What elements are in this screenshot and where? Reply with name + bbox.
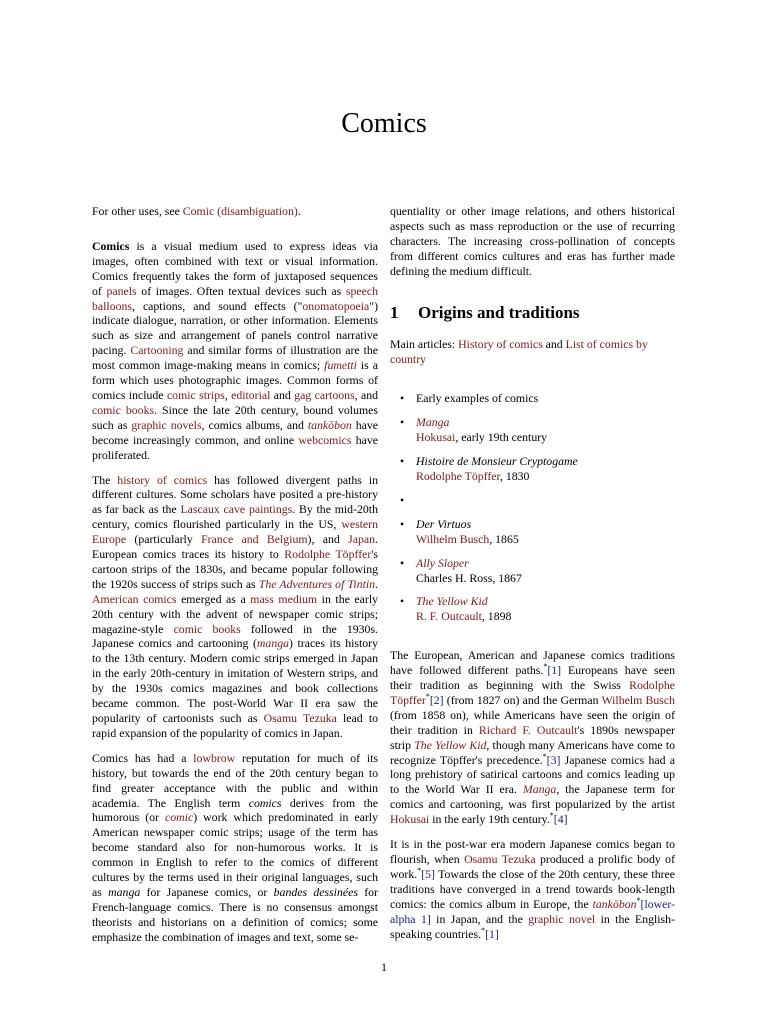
section-number: 1: [390, 302, 399, 322]
link-history-of-comics[interactable]: History of comics: [458, 337, 543, 352]
text: and: [270, 387, 295, 402]
citation-link[interactable]: [1]: [485, 926, 499, 941]
text: , and: [354, 387, 379, 402]
link-osamu-tezuka[interactable]: Osamu Tezuka: [263, 711, 337, 725]
link-history-of-comics[interactable]: history of comics: [117, 472, 208, 487]
link-topffer[interactable]: Rodolphe Töpffer: [390, 678, 675, 707]
link-comic-strips[interactable]: comic strips: [166, 387, 225, 402]
citation-link[interactable]: [2]: [429, 692, 444, 707]
text: is a visual medium used to express ideas via images, often combined with text or visual information. Comics frequently takes the form of juxtaposed sequences of: [92, 238, 378, 298]
italic-term: manga: [108, 884, 141, 899]
text: ) traces its history to the 13th century. Modern comic strips emerged in Japan in the early 20th-century in imitation of Western strips, and by the 1930s comics magazines and book collections became common. The post-World War II era saw the popularity of cartoonists such as: [92, 636, 378, 725]
text: Europeans have seen their tradition as beginning with the Swiss: [390, 663, 675, 693]
intro-bold-term: Comics: [92, 238, 130, 253]
text: Comics has had a: [92, 750, 194, 765]
text: Japanese comics had a long prehistory of satirical cartoons and comics leading up to the World War II era.: [390, 752, 675, 797]
link-yellow-kid[interactable]: The Yellow Kid: [414, 737, 487, 752]
example-title-link[interactable]: Ally Sloper: [416, 555, 469, 570]
text: in the English-speaking countries.: [390, 911, 675, 941]
text: The: [92, 472, 118, 487]
hatnote-prefix: For other uses, see: [92, 204, 183, 218]
text: have become increasingly common, and online: [92, 417, 379, 447]
left-column: [92, 204, 378, 955]
star-icon: *: [636, 895, 641, 905]
link-tankobon[interactable]: tankōbon: [307, 417, 352, 432]
text: for Japanese comics, or: [140, 884, 274, 899]
citation-link[interactable]: [1]: [547, 663, 562, 678]
example-author: Charles H. Ross: [416, 570, 493, 585]
link-graphic-novel[interactable]: graphic novel: [528, 911, 596, 926]
link-manga[interactable]: manga: [256, 636, 290, 651]
lowbrow-paragraph: [92, 751, 378, 945]
link-osamu-tezuka[interactable]: Osamu Tezuka: [464, 852, 536, 866]
link-wilhelm-busch[interactable]: Wilhelm Busch: [601, 692, 675, 707]
link-list-of-comics-by-country[interactable]: List of comics by country: [390, 337, 648, 367]
example-year: , 1898: [481, 609, 512, 624]
text: , comics albums, and: [201, 417, 308, 432]
bullet-icon: •: [400, 555, 405, 570]
link-tintin[interactable]: The Adventures of Tintin: [258, 576, 376, 591]
text: ) work which predominated in early American newspaper comic strips; usage of the term has become standard also for non-humorous works. It is common in English to refer to the comics of different cultures by the terms used in their original languages, such as: [92, 810, 378, 899]
continuation-paragraph: quentiality or other image relations, and others historical aspects such as mass reproduction or the use of recurring characters. The increasing cross-pollination of concepts from different comics cultures and eras has further made defining the medium difficult.: [390, 204, 675, 278]
link-tankobon[interactable]: tankōbon: [592, 896, 637, 911]
page-title: Comics: [341, 108, 427, 139]
bullet-icon: •: [400, 415, 405, 430]
list-item: [400, 415, 675, 445]
intro-paragraph: [92, 239, 378, 463]
disambiguation-link[interactable]: Comic (disambiguation): [182, 204, 298, 218]
link-graphic-novels[interactable]: graphic novels: [131, 417, 202, 432]
link-webcomics[interactable]: webcomics: [298, 432, 352, 447]
text: in Japan, and the: [430, 911, 529, 926]
example-author-link[interactable]: Hokusai: [416, 430, 456, 445]
example-author-link[interactable]: R. F. Outcault: [416, 609, 482, 624]
link-lowbrow[interactable]: lowbrow: [193, 750, 236, 765]
link-editorial[interactable]: editorial: [231, 387, 271, 402]
list-item: [400, 594, 675, 624]
link-hokusai[interactable]: Hokusai: [390, 812, 430, 827]
text: .: [375, 576, 378, 591]
link-comic-books[interactable]: comic books: [173, 621, 241, 636]
link-mass-medium[interactable]: mass medium: [250, 591, 318, 606]
postwar-paragraph: [390, 837, 675, 941]
page-number: 1: [381, 960, 387, 974]
text: ,: [224, 387, 232, 402]
link-onomatopoeia[interactable]: onomatopoeia: [302, 298, 370, 313]
text: have proliferated.: [92, 432, 378, 462]
example-year: , 1865: [489, 531, 519, 546]
hatnote: [92, 204, 378, 219]
text: for French-language comics. There is no consensus amongst theorists and historians on a definition of comics; some emphasize the combination of images and text, some se-: [92, 884, 378, 944]
bullet-icon: •: [400, 453, 405, 468]
link-western-europe[interactable]: western Europe: [92, 517, 378, 547]
example-author-link[interactable]: Rodolphe Töpffer: [416, 468, 500, 483]
examples-list: [390, 391, 675, 624]
bullet-icon: •: [400, 516, 405, 531]
example-year: , early 19th century: [455, 430, 548, 445]
example-title: Histoire de Monsieur Cryptogame: [416, 453, 578, 468]
list-item: [400, 454, 675, 484]
italic-term: bandes dessinées: [273, 884, 358, 899]
example-author-link[interactable]: Wilhelm Busch: [416, 531, 490, 546]
text: has followed divergent paths in different cultures. Some scholars have posited a pre-history as far back as the: [92, 472, 378, 517]
link-outcault[interactable]: Richard F. Outcault: [478, 722, 578, 737]
text: (particularly: [126, 532, 202, 547]
bullet-icon: •: [400, 492, 405, 507]
star-icon: *: [543, 662, 548, 672]
star-icon: *: [417, 865, 422, 875]
text: (from 1827 on) and the German: [443, 692, 602, 707]
text: ") indicate dialogue, narration, or other information. Elements such as size and arrangement of panels control narrative pacing.: [92, 298, 378, 358]
traditions-paragraph: [390, 648, 675, 827]
link-cartooning[interactable]: Cartooning: [130, 343, 184, 358]
text: . By the mid-20th century, comics flourished particularly in the US,: [92, 502, 378, 532]
link-fumetti[interactable]: fumetti: [324, 358, 357, 373]
text: Towards the close of the 20th century, these three traditions have converged in a trend towards book-length comics: the comics album in Europe, the: [390, 866, 675, 911]
italic-term: comics: [248, 795, 282, 810]
text: . Since the late 20th century, bound volumes such as: [92, 402, 378, 432]
text: , the Japanese term for comics and cartooning, was first popularized by the artist: [390, 782, 675, 812]
text: followed in the 1930s. Japanese comics and cartooning (: [92, 621, 378, 651]
example-title-link[interactable]: Manga: [416, 415, 450, 430]
text: The European, American and Japanese comics traditions have followed different paths.: [390, 648, 675, 678]
star-icon: *: [425, 692, 430, 702]
text: emerged as a: [176, 591, 251, 606]
text: in the early 19th century.: [429, 812, 550, 827]
right-column: [390, 204, 675, 951]
main-articles-note: [390, 337, 675, 367]
example-year: , 1830: [499, 468, 530, 483]
text: , though many Americans have come to recognize Töpffer's precedence.: [390, 737, 675, 767]
text: of images. Often textual devices such as: [136, 283, 346, 298]
link-japan[interactable]: Japan: [348, 532, 376, 547]
link-comic[interactable]: comic: [165, 810, 194, 825]
citation-link[interactable]: [3]: [546, 752, 561, 767]
example-title-link[interactable]: The Yellow Kid: [416, 594, 488, 609]
link-american-comics[interactable]: American comics: [92, 591, 177, 606]
text: is a form which uses photographic images. Common forms of comics include: [92, 358, 378, 402]
text: 's 1890s newspaper strip: [390, 722, 675, 752]
citation-link[interactable]: [4]: [553, 812, 568, 827]
text: derives from the humorous (or: [92, 795, 378, 825]
link-gag-cartoons[interactable]: gag cartoons: [294, 387, 355, 402]
history-paragraph: [92, 473, 378, 741]
text: in the early 20th century with the advent of newspaper comic strips; magazine-style: [92, 591, 378, 636]
text: 's cartoon strips of the 1830s, and became popular following the 1920s success of strips such as: [92, 547, 378, 591]
star-icon: *: [549, 811, 554, 821]
text: ), and: [307, 532, 349, 547]
text: produced a prolific body of work.: [390, 852, 675, 881]
text: and similar forms of illustration are the most common image-making means in comics;: [92, 343, 378, 373]
section-heading: [390, 302, 675, 322]
example-title: Early examples of comics: [416, 391, 539, 406]
text: reputation for much of its history, but towards the end of the 20th century began to find greater acceptance with the public and within academia. The English term: [92, 750, 378, 810]
link-manga[interactable]: Manga: [522, 782, 557, 797]
text: , captions, and sound effects (": [131, 298, 303, 313]
text: and: [542, 337, 566, 352]
bullet-icon: •: [400, 391, 405, 406]
link-panels[interactable]: panels: [106, 283, 137, 298]
example-year: , 1867: [492, 570, 522, 585]
text: lead to rapid expansion of the popularity of comics in Japan.: [92, 711, 378, 740]
text: (from 1858 on), while Americans have seen the origin of their tradition in: [390, 707, 675, 737]
list-item: [400, 517, 675, 547]
link-topffer[interactable]: Rodolphe Töpffer: [284, 547, 372, 562]
list-item: [400, 493, 675, 508]
star-icon: *: [481, 925, 486, 935]
example-title: Der Virtuos: [416, 516, 472, 531]
link-lascaux[interactable]: Lascaux cave paintings: [180, 502, 293, 517]
bullet-icon: •: [400, 594, 405, 609]
text: . European comics traces its history to: [92, 532, 378, 562]
text: Main articles:: [390, 337, 459, 352]
link-speech-balloons[interactable]: speech balloons: [92, 283, 379, 313]
section-title: Origins and traditions: [418, 302, 580, 322]
list-item: [400, 391, 675, 406]
list-item: [400, 556, 675, 586]
footnote-link[interactable]: [lower-alpha 1]: [390, 896, 675, 926]
citation-link[interactable]: [5]: [421, 866, 435, 881]
link-comic-books[interactable]: comic books: [92, 402, 155, 417]
link-france-belgium[interactable]: France and Belgium: [201, 532, 308, 547]
text: It is in the post-war era modern Japanese comics began to flourish, when: [390, 837, 675, 866]
star-icon: *: [542, 751, 547, 761]
hatnote-suffix: .: [297, 204, 301, 218]
